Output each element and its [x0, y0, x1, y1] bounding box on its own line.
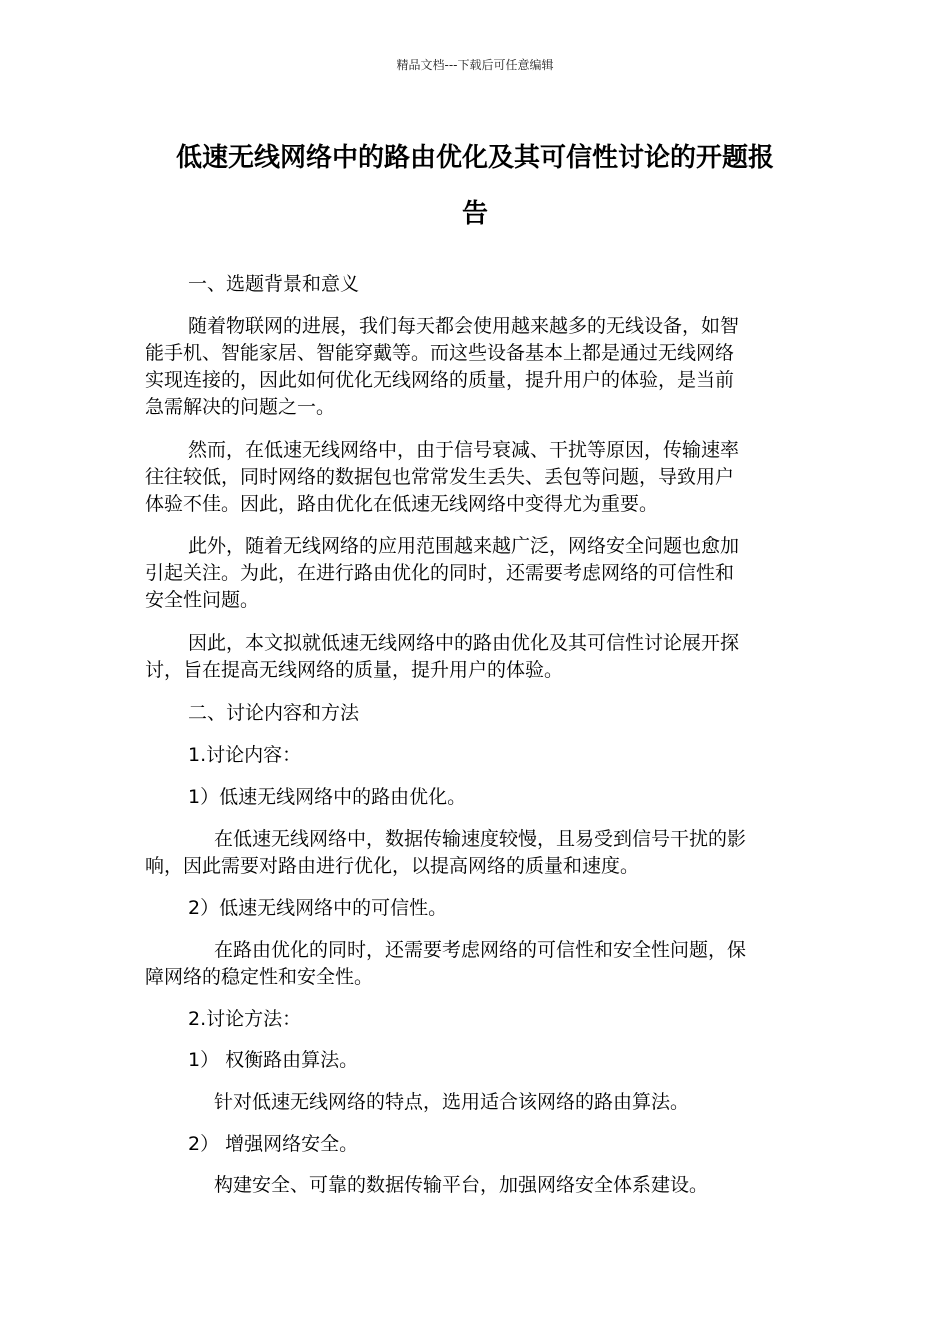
title-line-2: 告	[461, 199, 488, 229]
s1-p1-line1: 随着物联网的进展，我们每天都会使用越来越多的无线设备，如智	[188, 315, 740, 337]
section-2-heading: 二、讨论内容和方法	[188, 702, 360, 724]
content-item-1: 1）低速无线网络中的路由优化。	[188, 786, 467, 808]
method-item-1: 1） 权衡路由算法。	[188, 1049, 359, 1071]
s1-p2-line2: 往往较低，同时网络的数据包也常常发生丢失、丢包等问题，导致用户	[145, 466, 735, 488]
s1-p3-line3: 安全性问题。	[145, 589, 260, 611]
title-line-1: 低速无线网络中的路由优化及其可信性讨论的开题报	[175, 143, 774, 173]
s1-p1-line4: 急需解决的问题之一。	[145, 396, 336, 418]
research-method-heading: 2.讨论方法：	[188, 1008, 302, 1030]
document-title	[140, 130, 810, 242]
s1-p4-line2: 讨，旨在提高无线网络的质量，提升用户的体验。	[145, 659, 564, 681]
content-item-1-desc-line2: 响，因此需要对路由进行优化，以提高网络的质量和速度。	[145, 855, 640, 877]
s1-p2-line3: 体验不佳。因此，路由优化在低速无线网络中变得尤为重要。	[145, 493, 659, 515]
page-header: 精品文档---下载后可任意编辑	[396, 58, 554, 72]
s1-p1-line2: 能手机、智能家居、智能穿戴等。而这些设备基本上都是通过无线网络	[145, 342, 735, 364]
s1-p3-line2: 引起关注。为此，在进行路由优化的同时，还需要考虑网络的可信性和	[145, 562, 735, 584]
content-item-2: 2）低速无线网络中的可信性。	[188, 897, 448, 919]
s1-p2-line1: 然而，在低速无线网络中，由于信号衰减、干扰等原因，传输速率	[188, 439, 740, 461]
method-item-1-desc: 针对低速无线网络的特点，选用适合该网络的路由算法。	[214, 1091, 690, 1113]
s1-p3-line1: 此外，随着无线网络的应用范围越来越广泛，网络安全问题也愈加	[188, 535, 740, 557]
method-item-2: 2） 增强网络安全。	[188, 1133, 359, 1155]
content-item-2-desc-line2: 障网络的稳定性和安全性。	[145, 966, 374, 988]
method-item-2-desc: 构建安全、可靠的数据传输平台，加强网络安全体系建设。	[214, 1174, 709, 1196]
s1-p4-line1: 因此，本文拟就低速无线网络中的路由优化及其可信性讨论展开探	[188, 632, 740, 654]
content-item-1-desc-line1: 在低速无线网络中，数据传输速度较慢，且易受到信号干扰的影	[214, 828, 747, 850]
s1-p1-line3: 实现连接的，因此如何优化无线网络的质量，提升用户的体验，是当前	[145, 369, 735, 391]
content-item-2-desc-line1: 在路由优化的同时，还需要考虑网络的可信性和安全性问题，保	[214, 939, 747, 961]
research-content-heading: 1.讨论内容：	[188, 744, 302, 766]
section-1-heading: 一、选题背景和意义	[188, 273, 360, 295]
